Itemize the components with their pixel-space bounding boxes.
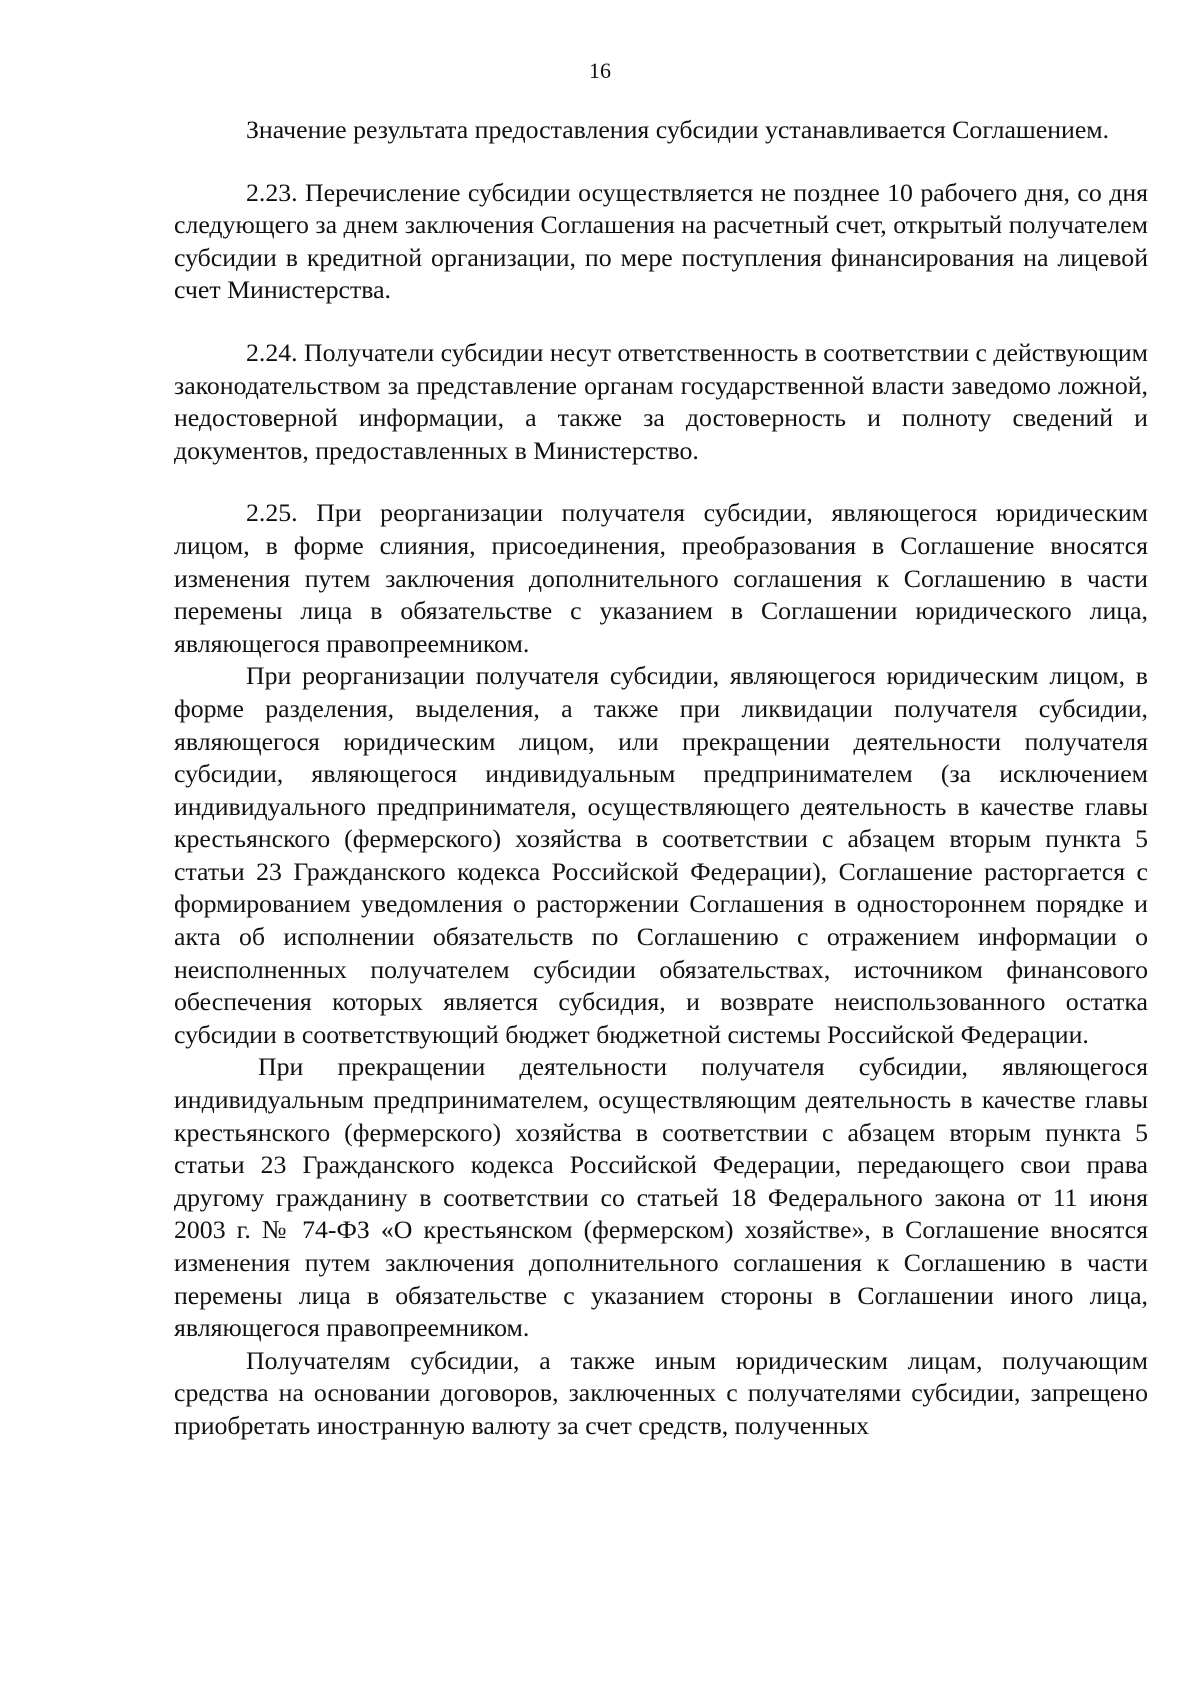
paragraph-result-value: Значение результата предоставления субсидии устанавливается Соглашением. — [246, 115, 1110, 144]
page-number: 16 — [589, 58, 611, 83]
paragraph-2-24: 2.24. Получатели субсидии несут ответственность в соответствии с действующим законодательством за представление органам государственной власти заведомо ложной, недостоверной информации, а также за достоверность и полноту сведений и документов, предоставленных в Министерство. — [174, 337, 1148, 465]
paragraph-2-23: 2.23. Перечисление субсидии осуществляется не позднее 10 рабочего дня, со дня следующего за днем заключения Соглашения на расчетный счет, открытый получателем субсидии в кредитной организации, по мере поступления финансирования на лицевой счет Министерства. — [174, 177, 1148, 305]
paragraph-2-25: 2.25. При реорганизации получателя субсидии, являющегося юридическим лицом, в форме слияния, присоединения, преобразования в Соглашение вносятся изменения путем заключения дополнительного соглашения к Соглашению в части перемены лица в обязательстве с указанием в Соглашении юридического лица, являющегося правопреемником. — [174, 498, 1148, 658]
paragraph-reorganization-division: При реорганизации получателя субсидии, являющегося юридическим лицом, в форме разделения, выделения, а также при ликвидации получателя субсидии, являющегося юридическим лицом, или прекращении деятельности получателя субсидии, являющегося индивидуальным предпринимателем (за исключением индивидуального предпринимателя, осуществляющего деятельность в качестве главы крестьянского (фермерского) хозяйства в соответствии с абзацем вторым пункта 5 статьи 23 Гражданского кодекса Российской Федерации), Соглашение расторгается с формированием уведомления о расторжении Соглашения в одностороннем порядке и акта об исполнении обязательств по Соглашению с отражением информации о неисполненных получателем субсидии обязательствах, источником финансового обеспечения которых является субсидия, и возврате неиспользованного остатка субсидии в соответствующий бюджет бюджетной системы Российской Федерации. — [174, 661, 1148, 1049]
paragraph-foreign-currency: Получателям субсидии, а также иным юридическим лицам, получающим средства на основании договоров, заключенных с получателями субсидии, запрещено приобретать иностранную валюту за счет средств, полученных — [174, 1345, 1148, 1440]
document-body — [174, 114, 1148, 1443]
paragraph-termination-farm: При прекращении деятельности получателя субсидии, являющегося индивидуальным предпринимателем, осуществляющим деятельность в качестве главы крестьянского (фермерского) хозяйства в соответствии с абзацем вторым пункта 5 статьи 23 Гражданского кодекса Российской Федерации, передающего свои права другому гражданину в соответствии со статьей 18 Федерального закона от 11 июня 2003 г. № 74-ФЗ «О крестьянском (фермерском) хозяйстве», в Соглашение вносятся изменения путем заключения дополнительного соглашения к Соглашению в части перемены лица в обязательстве с указанием стороны в Соглашении иного лица, являющегося правопреемником. — [174, 1052, 1148, 1343]
